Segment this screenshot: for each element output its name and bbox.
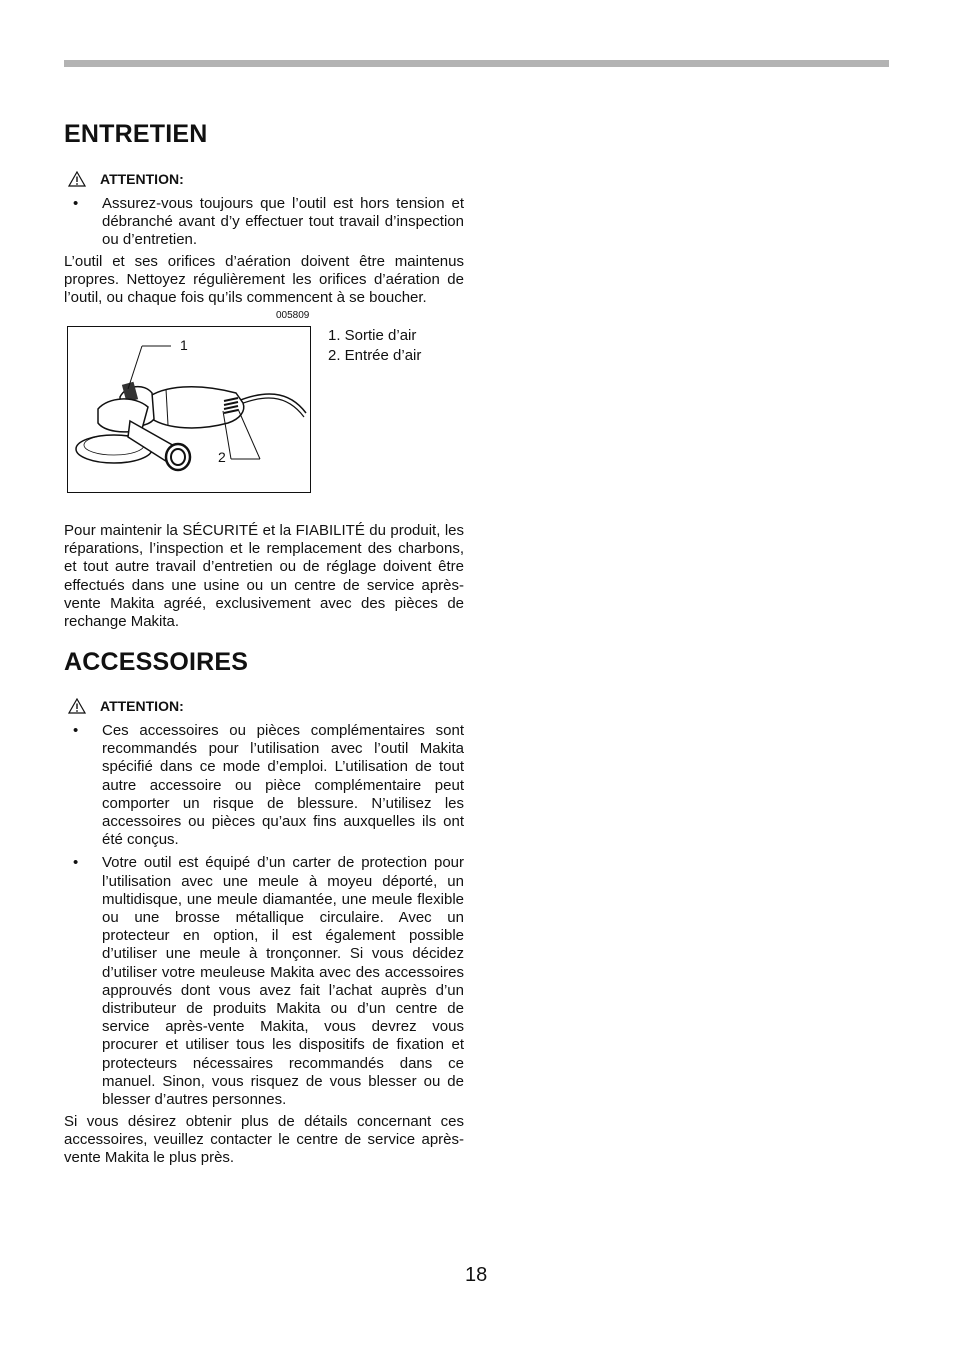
- figure-code: 005809: [276, 310, 310, 321]
- bullet-text: Votre outil est équipé d’un carter de protection pour l’utilisation avec une meule à moyeu déporté, un multidisque, une meule diamantée, une meule flexible ou une brosse métallique circulaire. Avec un protecteur en option, il est également possible d’utiliser une meule à tronçonner. Si vous décidez d’utiliser votre meuleuse Makita avec des accessoires approuvés dont vous avez fait l’achat auprès d’un distributeur de produits Makita ou d’un centre de service après-vente Makita, vous devrez vous procurer et utiliser tous les dispositifs de fixation et protecteurs nécessaires recommandés dans ce manuel. Sinon, vous risquez de vous blesser ou de blesser d’autres personnes.: [102, 854, 464, 1109]
- bullet-dot: •: [73, 195, 79, 212]
- bullet-dot: •: [73, 854, 79, 872]
- bullet-text: Ces accessoires ou pièces complémentaires sont recommandés pour l’utilisation avec l’outil Makita spécifié dans ce mode d’emploi. L’utilisation de tout autre accessoire ou pièce complémentaire peut comporter un risque de blessure. N’utilisez les accessoires ou pièces qu’aux fins auxquelles ils ont été conçus.: [102, 722, 464, 849]
- list-item: [64, 195, 464, 250]
- bullet-list-1: [64, 195, 464, 250]
- figure-legend: [328, 326, 421, 366]
- grinder-illustration: [68, 327, 309, 491]
- bullet-list-2: [64, 722, 464, 1109]
- attention-heading-1: [64, 171, 464, 187]
- legend-item-1: 1. Sortie d’air: [328, 327, 417, 344]
- attention-label: ATTENTION:: [100, 698, 184, 714]
- top-rule: [64, 60, 889, 67]
- section-title-entretien: ENTRETIEN: [64, 120, 208, 148]
- warning-triangle-icon: [68, 171, 86, 187]
- grinder-figure: [67, 326, 311, 493]
- attention-heading-2: [64, 698, 464, 714]
- section-entretien: [64, 120, 464, 149]
- callout-1: 1: [180, 337, 188, 353]
- list-item: [64, 722, 464, 849]
- section-title-accessoires: ACCESSOIRES: [64, 648, 249, 676]
- page-number: 18: [465, 1264, 488, 1286]
- paragraph-contact: Si vous désirez obtenir plus de détails concernant ces accessoires, veuillez contacter le centre de service après-vente Makita le plus près.: [64, 1113, 464, 1167]
- section-accessoires: [64, 648, 464, 677]
- paragraph-cleaning: L’outil et ses orifices d’aération doivent être maintenus propres. Nettoyez régulièrement les orifices d’aération de l’outil, ou chaque fois qu’ils commencent à se boucher.: [64, 253, 464, 307]
- legend-item-2: 2. Entrée d’air: [328, 347, 422, 364]
- attention-label: ATTENTION:: [100, 171, 184, 187]
- list-item: [64, 854, 464, 1109]
- bullet-text: Assurez-vous toujours que l’outil est hors tension et débranché avant d’y effectuer tout travail d’inspection ou d’entretien.: [102, 195, 464, 249]
- bullet-dot: •: [73, 722, 79, 739]
- warning-triangle-icon: [68, 698, 86, 714]
- callout-2: 2: [218, 449, 226, 465]
- paragraph-safety: Pour maintenir la SÉCURITÉ et la FIABILITÉ du produit, les réparations, l’inspection et le remplacement des charbons, et tout autre travail d’entretien ou de réglage doivent être effectués dans une usine ou un centre de service après-vente Makita agréé, exclusivement avec des pièces de rechange Makita.: [64, 522, 464, 631]
